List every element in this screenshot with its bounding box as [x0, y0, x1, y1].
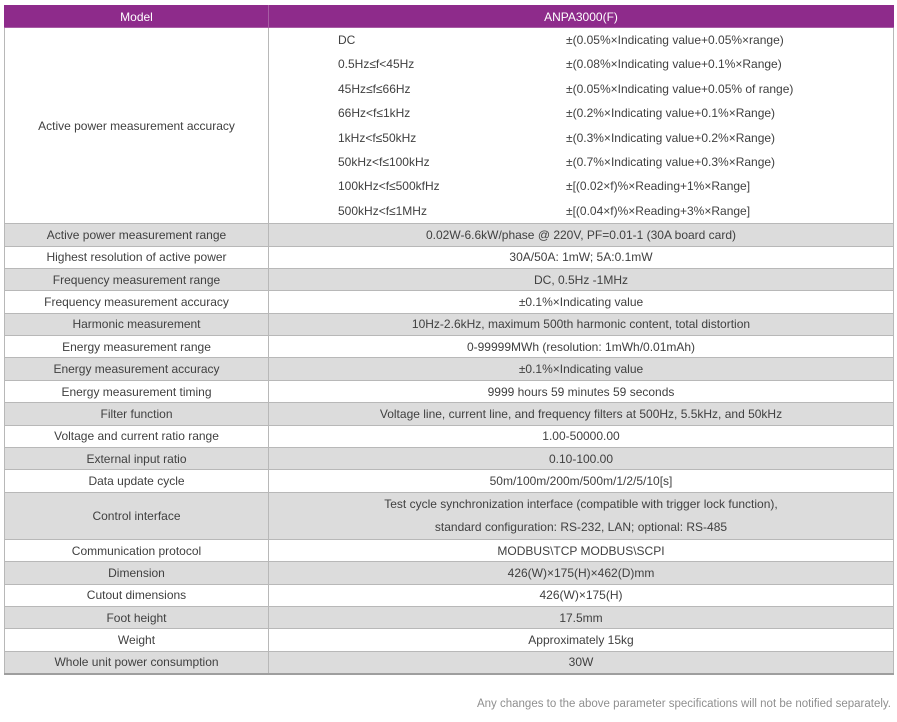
row-label: Foot height — [5, 606, 269, 628]
row-value: 426(W)×175(H) — [269, 584, 894, 606]
row-label: External input ratio — [5, 448, 269, 470]
row-label: Control interface — [5, 492, 269, 539]
row-value: 50m/100m/200m/500m/1/2/5/10[s] — [269, 470, 894, 492]
accuracy-condition: 100kHz<f≤500kfHz — [338, 179, 440, 194]
row-value: 0.02W-6.6kW/phase @ 220V, PF=0.01-1 (30A board card) — [269, 224, 894, 246]
table-row — [5, 246, 894, 268]
row-label: Filter function — [5, 403, 269, 425]
row-label: Highest resolution of active power — [5, 246, 269, 268]
table-row — [5, 403, 894, 425]
accuracy-value: ±[(0.02×f)%×Reading+1%×Range] — [566, 179, 751, 194]
accuracy-condition: 45Hz≤f≤66Hz — [338, 81, 411, 96]
table-row — [5, 291, 894, 313]
table-row — [5, 380, 894, 402]
accuracy-line — [269, 101, 893, 125]
row-value: 30W — [269, 651, 894, 673]
row-label: Communication protocol — [5, 539, 269, 561]
row-value: ±0.1%×Indicating value — [269, 358, 894, 380]
accuracy-line — [269, 52, 893, 76]
table-row — [5, 651, 894, 673]
table-row — [5, 584, 894, 606]
table-row-control-interface — [5, 492, 894, 539]
row-label: Dimension — [5, 562, 269, 584]
accuracy-condition: 50kHz<f≤100kHz — [338, 154, 430, 169]
accuracy-condition: 66Hz<f≤1kHz — [338, 106, 411, 121]
accuracy-cell — [269, 28, 894, 224]
row-value: DC, 0.5Hz -1MHz — [269, 268, 894, 290]
row-label: Active power measurement range — [5, 224, 269, 246]
accuracy-value: ±[(0.04×f)%×Reading+3%×Range] — [566, 203, 751, 218]
row-label: Voltage and current ratio range — [5, 425, 269, 447]
accuracy-line — [269, 199, 893, 223]
row-label: Frequency measurement accuracy — [5, 291, 269, 313]
header-cell-product: ANPA3000(F) — [269, 6, 894, 28]
accuracy-condition: 500kHz<f≤1MHz — [338, 203, 427, 218]
table-row — [5, 336, 894, 358]
table-row — [5, 425, 894, 447]
row-label: Energy measurement timing — [5, 380, 269, 402]
table-row — [5, 224, 894, 246]
row-value: 0.10-100.00 — [269, 448, 894, 470]
accuracy-value: ±(0.7%×Indicating value+0.3%×Range) — [566, 154, 776, 169]
table-row — [5, 448, 894, 470]
row-value: 0-99999MWh (resolution: 1mWh/0.01mAh) — [269, 336, 894, 358]
row-label: Whole unit power consumption — [5, 651, 269, 673]
row-label: Active power measurement accuracy — [5, 28, 269, 224]
table-row — [5, 358, 894, 380]
row-value: 10Hz-2.6kHz, maximum 500th harmonic content, total distortion — [269, 313, 894, 335]
row-label: Energy measurement range — [5, 336, 269, 358]
accuracy-value: ±(0.2%×Indicating value+0.1%×Range) — [566, 106, 776, 121]
row-value: Approximately 15kg — [269, 629, 894, 651]
control-interface-line: standard configuration: RS-232, LAN; optional: RS-485 — [434, 519, 728, 534]
row-label: Frequency measurement range — [5, 268, 269, 290]
footer-note: Any changes to the above parameter specifications will not be notified separately. — [476, 698, 891, 710]
table-row — [5, 629, 894, 651]
row-value: 30A/50A: 1mW; 5A:0.1mW — [269, 246, 894, 268]
row-value: ±0.1%×Indicating value — [269, 291, 894, 313]
accuracy-condition: 0.5Hz≤f<45Hz — [338, 57, 415, 72]
table-row — [5, 268, 894, 290]
table-row — [5, 562, 894, 584]
accuracy-line — [269, 77, 893, 101]
row-label: Data update cycle — [5, 470, 269, 492]
spec-table — [4, 5, 894, 675]
table-row — [5, 313, 894, 335]
accuracy-value: ±(0.3%×Indicating value+0.2%×Range) — [566, 130, 776, 145]
accuracy-condition: 1kHz<f≤50kHz — [338, 130, 417, 145]
control-interface-line: Test cycle synchronization interface (compatible with trigger lock function), — [384, 496, 778, 511]
row-value — [269, 492, 894, 539]
table-row — [5, 539, 894, 561]
table-row — [5, 470, 894, 492]
accuracy-condition: DC — [338, 33, 356, 47]
table-row-accuracy — [5, 28, 894, 224]
row-value: Voltage line, current line, and frequency filters at 500Hz, 5.5kHz, and 50kHz — [269, 403, 894, 425]
row-label: Harmonic measurement — [5, 313, 269, 335]
table-row — [5, 606, 894, 628]
row-label: Energy measurement accuracy — [5, 358, 269, 380]
row-label: Cutout dimensions — [5, 584, 269, 606]
row-value: 17.5mm — [269, 606, 894, 628]
row-value: MODBUS\TCP MODBUS\SCPI — [269, 539, 894, 561]
row-label: Weight — [5, 629, 269, 651]
accuracy-line — [269, 28, 893, 52]
accuracy-value: ±(0.05%×Indicating value+0.05%×range) — [566, 33, 784, 47]
row-value: 426(W)×175(H)×462(D)mm — [269, 562, 894, 584]
accuracy-line — [269, 150, 893, 174]
accuracy-line — [269, 126, 893, 150]
accuracy-value: ±(0.05%×Indicating value+0.05% of range) — [566, 81, 794, 96]
row-value: 9999 hours 59 minutes 59 seconds — [269, 380, 894, 402]
accuracy-value: ±(0.08%×Indicating value+0.1%×Range) — [566, 57, 782, 72]
row-value: 1.00-50000.00 — [269, 425, 894, 447]
table-header-row — [5, 6, 894, 28]
accuracy-line — [269, 174, 893, 198]
header-cell-model: Model — [5, 6, 269, 28]
